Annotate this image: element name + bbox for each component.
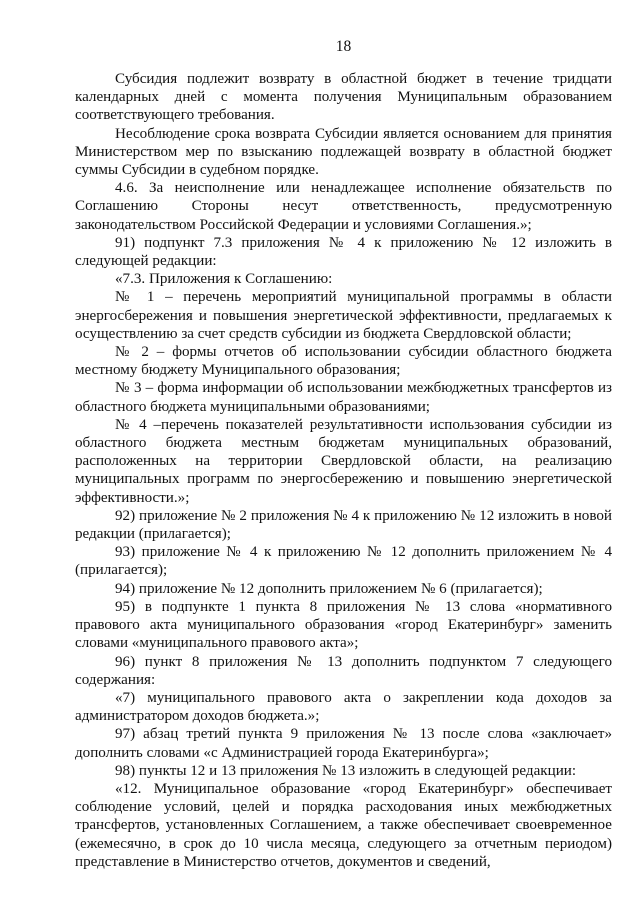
paragraph: № 3 – форма информации об использовании межбюджетных трансфертов из областного бюджета муниципальными образованиями; [75,380,612,415]
paragraph: 96) пункт 8 приложения № 13 дополнить подпунктом 7 следующего содержания: [75,653,612,688]
paragraph: 94) приложение № 12 дополнить приложением № 6 (прилагается); [115,580,543,597]
paragraph: 97) абзац третий пункта 9 приложения № 13 после слова «заключает» дополнить словами «с Администрацией города Екатеринбурга»; [75,726,612,761]
page-number: 18 [335,38,352,55]
paragraph: № 1 – перечень мероприятий муниципальной программы в области энергосбережения и повышения энергетической эффективности, предлагаемых к осуществлению за счет средств субсидии из бюджета Свердловской области; [75,289,612,342]
paragraph: 98) пункты 12 и 13 приложения № 13 изложить в следующей редакции: [115,762,577,779]
paragraph: 4.6. За неисполнение или ненадлежащее исполнение обязательств по Соглашению Стороны несут ответственность, предусмотренную законодательством Российской Федерации и условиями Соглашения.»; [75,180,612,233]
paragraph: № 4 –перечень показателей результативности использования субсидии из областного бюджета местным бюджетам муниципальных образований, расположенных на территории Свердловской области, на реализацию муниципальных программ по энергосбережению и повышению энергетической эффективности.»; [75,416,612,506]
paragraph: 92) приложение № 2 приложения № 4 к приложению № 12 изложить в новой редакции (прилагается); [75,507,612,543]
document-body [75,70,612,871]
paragraph: «7.3. Приложения к Соглашению: [115,271,333,288]
paragraph: 93) приложение № 4 к приложению № 12 дополнить приложением № 4 (прилагается); [75,544,612,579]
paragraph: 91) подпункт 7.3 приложения № 4 к приложению № 12 изложить в следующей редакции: [75,234,612,270]
paragraph: Субсидия подлежит возврату в областной бюджет в течение тридцати календарных дней с момента получения Муниципальным образованием соответствующего требования. [75,71,612,124]
paragraph: Несоблюдение срока возврата Субсидии является основанием для принятия Министерством мер по взысканию подлежащей возврату в областной бюджет суммы Субсидии в судебном порядке. [75,125,612,179]
paragraph: № 2 – формы отчетов об использовании субсидии областного бюджета местному бюджету Муниципального образования; [75,344,612,379]
paragraph: 95) в подпункте 1 пункта 8 приложения № 13 слова «нормативного правового акта муниципального образования «город Екатеринбург» заменить словами «муниципального правового акта»; [75,598,612,652]
paragraph: «7) муниципального правового акта о закреплении кода доходов за администратором доходов бюджета.»; [75,689,612,725]
paragraph: «12. Муниципальное образование «город Екатеринбург» обеспечивает соблюдение условий, целей и порядка расходования иных межбюджетных трансфертов, установленных Соглашением, а также обеспечивает своевременное (ежемесячно, в срок до 10 числа месяца, следующего за отчетным периодом) представление в Министерство отчетов, документов и сведений, [75,780,612,870]
